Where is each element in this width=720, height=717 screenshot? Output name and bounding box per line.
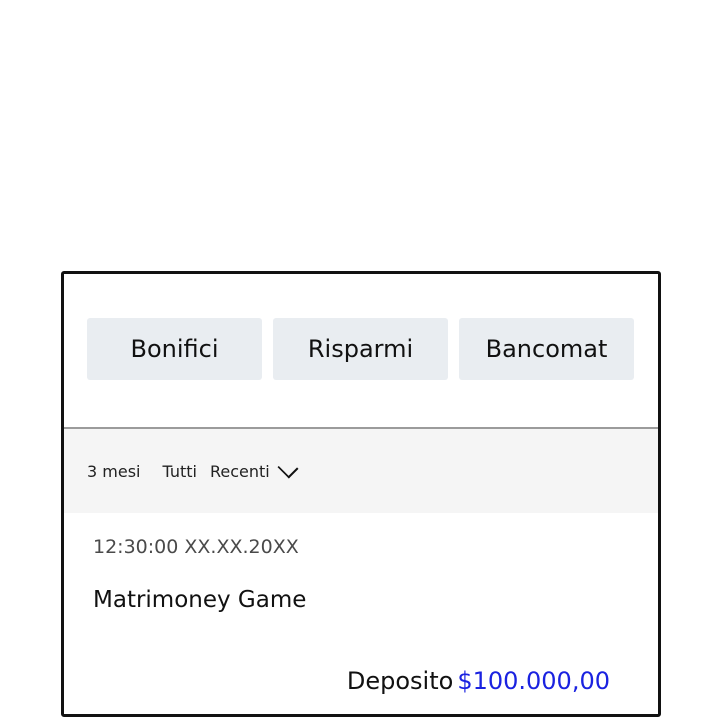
transaction-amount: $100.000,00 [457, 667, 610, 695]
transaction-timestamp: 12:30:00 XX.XX.20XX [93, 536, 299, 558]
tab-bonifici[interactable]: Bonifici [87, 318, 262, 380]
sort-dropdown[interactable] [210, 462, 296, 481]
account-tabs [87, 318, 634, 380]
sort-label: Recenti [209, 461, 270, 481]
chevron-down-icon [277, 458, 298, 479]
tab-bancomat[interactable]: Bancomat [459, 318, 634, 380]
transaction-kind: Deposito [346, 667, 454, 695]
transaction-name: Matrimoney Game [93, 587, 307, 613]
tab-risparmi[interactable]: Risparmi [273, 318, 448, 380]
transaction-amount-line [347, 667, 610, 695]
type-filter[interactable]: Tutti [162, 461, 197, 481]
filter-bar [64, 427, 658, 513]
account-panel [61, 271, 661, 717]
period-filter[interactable]: 3 mesi [87, 461, 141, 481]
